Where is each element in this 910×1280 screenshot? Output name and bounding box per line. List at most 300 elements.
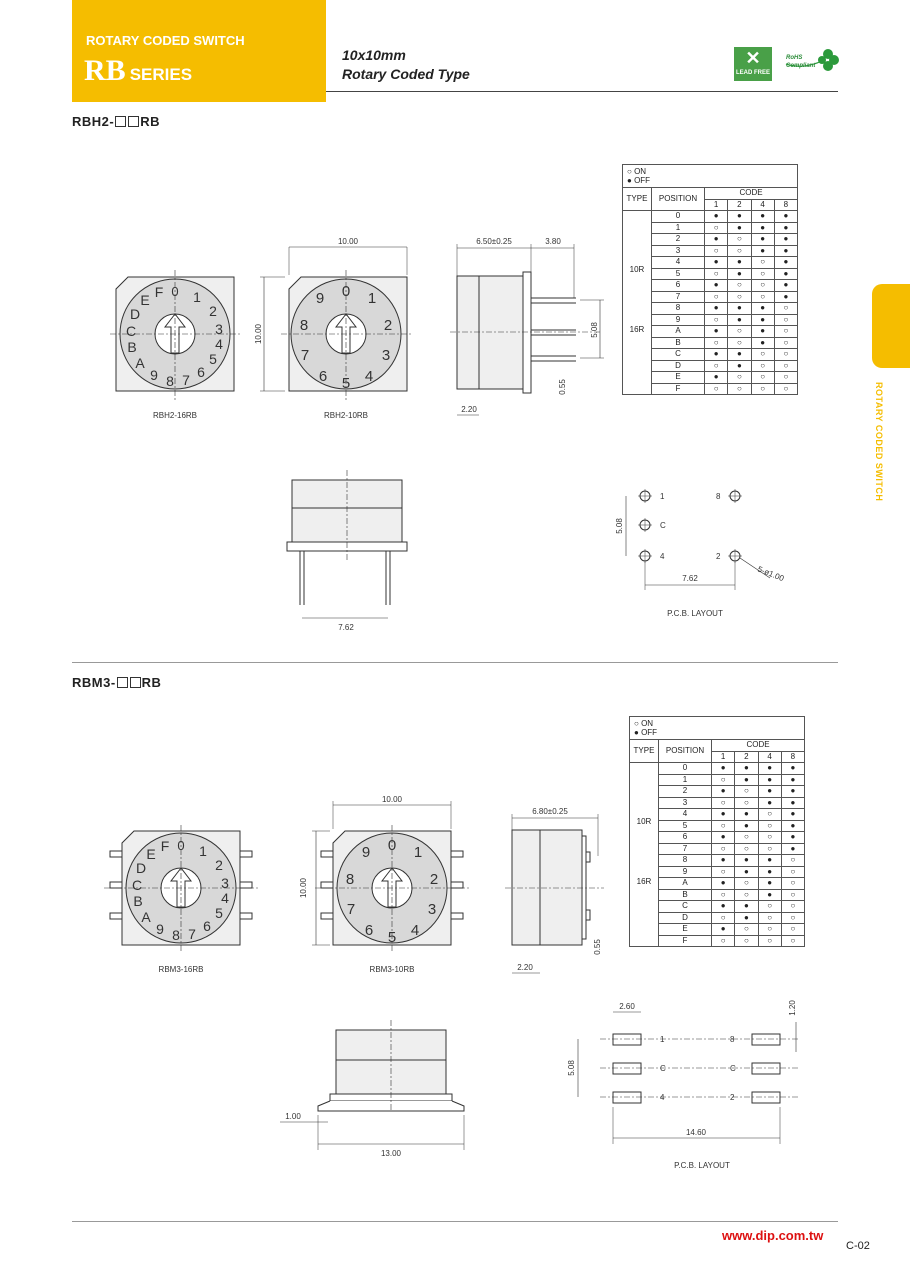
pcb-pin-label: 8 [730, 1035, 735, 1044]
code-cell: ○ [781, 866, 804, 878]
code-cell: ● [751, 234, 774, 246]
code-cell: ○ [728, 372, 751, 384]
dial-char: 8 [345, 871, 355, 888]
code-cell: ○ [774, 383, 797, 395]
dial-char: 0 [177, 838, 185, 853]
position-cell: C [652, 349, 705, 361]
pcb-pin-label: 4 [660, 1093, 665, 1102]
code-cell: ● [735, 901, 758, 913]
code-cell: ● [728, 257, 751, 269]
model-suffix: RB [140, 114, 161, 129]
code-cell: ● [781, 832, 804, 844]
position-cell: 1 [652, 222, 705, 234]
code-cell: ○ [758, 924, 781, 936]
dial-char: 4 [364, 368, 374, 385]
code-cell: ○ [712, 889, 735, 901]
code-cell: ○ [781, 935, 804, 947]
dimension: 2.60 [619, 1002, 635, 1011]
dial-char: F [160, 838, 170, 854]
pcb-pin-label: C [660, 1064, 666, 1073]
code-cell: ● [735, 820, 758, 832]
code-cell: ○ [735, 878, 758, 890]
dial-char: 5 [215, 905, 223, 921]
truth-table [622, 187, 798, 395]
position-cell: 6 [659, 832, 712, 844]
dial-char: D [135, 860, 147, 876]
code-cell: ● [751, 314, 774, 326]
position-cell: A [652, 326, 705, 338]
code-cell: ● [781, 809, 804, 821]
position-cell: 3 [659, 797, 712, 809]
code-cell: ○ [728, 291, 751, 303]
position-cell: 2 [652, 234, 705, 246]
code-cell: ● [781, 797, 804, 809]
code-cell: ● [712, 786, 735, 798]
position-cell: 6 [652, 280, 705, 292]
code-cell: ● [705, 234, 728, 246]
code-cell: ● [705, 303, 728, 315]
code-cell: ○ [712, 912, 735, 924]
code-column-header: 4 [758, 751, 781, 763]
rohs-text: RoHS Compliant [786, 55, 816, 69]
dial-char: 1 [367, 290, 377, 307]
dial-char: 1 [413, 844, 423, 861]
position-cell: C [659, 901, 712, 913]
dial-char: A [141, 909, 151, 925]
code-cell: ● [705, 372, 728, 384]
dial-char: 3 [215, 321, 223, 337]
dial-char: 4 [215, 336, 223, 352]
legend-off: OFF [634, 176, 651, 185]
position-cell: 9 [652, 314, 705, 326]
dimension: 5.08 [590, 322, 599, 338]
code-cell: ● [781, 774, 804, 786]
code-cell: ● [774, 257, 797, 269]
code-cell: ○ [781, 889, 804, 901]
code-column-header: 4 [751, 199, 774, 211]
code-cell: ● [712, 878, 735, 890]
dimension: 10.00 [299, 877, 308, 899]
dimension: 14.60 [685, 1128, 707, 1137]
dial-char: 3 [221, 875, 229, 891]
code-cell: ○ [705, 222, 728, 234]
dial-char: F [154, 284, 164, 300]
code-cell: ○ [758, 820, 781, 832]
dial-char: 3 [381, 347, 391, 364]
series-name: RB [84, 54, 126, 87]
dimension: 7.62 [682, 574, 698, 583]
dimension: 10.00 [337, 237, 359, 246]
category-label: ROTARY CODED SWITCH [86, 33, 245, 48]
website-link[interactable]: www.dip.com.tw [722, 1228, 824, 1243]
drawing-label: RBM3-16RB [158, 965, 204, 974]
dimension: 0.55 [593, 939, 602, 955]
legend-on: ON [634, 167, 647, 176]
code-cell: ● [774, 268, 797, 280]
pcb-pin-label: 2 [730, 1093, 735, 1102]
code-cell: ○ [735, 797, 758, 809]
table-header-row [630, 740, 805, 752]
rbm3-front-drawing [280, 1020, 464, 1150]
dial-char: 9 [150, 367, 158, 383]
code-header: CODE [712, 740, 805, 752]
position-cell: D [659, 912, 712, 924]
table-row [630, 763, 805, 775]
dial-char: 8 [172, 927, 180, 943]
dial-char: 9 [156, 921, 164, 937]
code-cell: ○ [735, 924, 758, 936]
position-cell: 5 [659, 820, 712, 832]
code-cell: ○ [735, 786, 758, 798]
dial-char: 6 [197, 364, 205, 380]
code-cell: ● [705, 349, 728, 361]
code-cell: ● [712, 832, 735, 844]
dial-char: 1 [193, 289, 201, 305]
code-cell: ● [751, 337, 774, 349]
dial-char: E [140, 292, 150, 308]
code-cell: ○ [774, 360, 797, 372]
code-cell: ○ [728, 234, 751, 246]
code-cell: ○ [712, 935, 735, 947]
position-cell: 9 [659, 866, 712, 878]
dimension: 1.00 [285, 1112, 301, 1121]
code-cell: ● [774, 234, 797, 246]
dial-char: 6 [203, 918, 211, 934]
table-header-row [623, 188, 798, 200]
dial-char: 1 [199, 843, 207, 859]
code-cell: ○ [751, 383, 774, 395]
code-cell: ● [728, 349, 751, 361]
dial-char: C [125, 323, 137, 339]
position-cell: 0 [659, 763, 712, 775]
pcb-pin-label: 8 [716, 492, 721, 501]
code-cell: ○ [705, 268, 728, 280]
drawing-label: RBH2-16RB [152, 411, 198, 420]
rbh2-front-drawing [287, 470, 407, 618]
table-row [623, 211, 798, 223]
dimension: 5.08 [567, 1060, 576, 1076]
dial-char: 0 [341, 283, 351, 300]
dial-char: 9 [361, 844, 371, 861]
dial-char: 4 [410, 922, 420, 939]
dial-char: 7 [346, 901, 356, 918]
code-cell: ○ [758, 935, 781, 947]
pcb-caption: P.C.B. LAYOUT [674, 1161, 730, 1170]
code-cell: ○ [705, 383, 728, 395]
dial-char: 7 [188, 926, 196, 942]
dial-char: 9 [315, 290, 325, 307]
code-cell: ● [705, 326, 728, 338]
dimension: 6.80±0.25 [532, 807, 568, 816]
dial-char: 3 [427, 901, 437, 918]
position-cell: F [652, 383, 705, 395]
dial-char: 6 [318, 368, 328, 385]
dial-char: 7 [182, 372, 190, 388]
code-cell: ○ [705, 314, 728, 326]
code-cell: ● [751, 245, 774, 257]
code-cell: ● [712, 924, 735, 936]
truth-table [629, 739, 805, 947]
position-cell: 8 [659, 855, 712, 867]
pcb-pin-label: 4 [660, 552, 665, 561]
code-cell: ● [751, 211, 774, 223]
model-prefix: RBH2- [72, 114, 115, 129]
table-legend: ○ ON ● OFF [622, 164, 798, 187]
model-prefix: RBM3- [72, 675, 116, 690]
legend-on: ON [641, 719, 654, 728]
title-line-1: 10x10mm [342, 47, 406, 63]
code-cell: ● [758, 786, 781, 798]
code-cell: ● [712, 763, 735, 775]
code-cell: ○ [712, 774, 735, 786]
code-cell: ● [728, 222, 751, 234]
dimension: 5-ø1.00 [756, 564, 786, 584]
code-cell: ○ [758, 832, 781, 844]
code-cell: ○ [735, 832, 758, 844]
code-cell: ○ [774, 349, 797, 361]
code-cell: ○ [781, 912, 804, 924]
position-cell: 4 [659, 809, 712, 821]
code-cell: ● [781, 820, 804, 832]
dial-char: 8 [166, 373, 174, 389]
pcb-pin-label: 1 [660, 1035, 665, 1044]
lead-free-text: LEAD FREE [735, 70, 770, 76]
position-cell: 4 [652, 257, 705, 269]
code-cell: ● [758, 774, 781, 786]
position-cell: E [652, 372, 705, 384]
dimension: 1.20 [788, 1000, 797, 1016]
dimension: 7.62 [338, 623, 354, 632]
code-cell: ○ [758, 843, 781, 855]
code-cell: ● [735, 809, 758, 821]
code-cell: ● [705, 257, 728, 269]
code-column-header: 8 [781, 751, 804, 763]
code-cell: ○ [774, 337, 797, 349]
code-cell: ● [705, 280, 728, 292]
code-cell: ○ [781, 901, 804, 913]
dial-char: 2 [383, 317, 393, 334]
type-16r-label: 16R [636, 877, 652, 886]
code-cell: ● [774, 211, 797, 223]
dial-char: C [131, 877, 143, 893]
dial-char: 4 [221, 890, 229, 906]
dial-char: 5 [341, 375, 351, 392]
dial-char: B [127, 339, 137, 355]
position-cell: D [652, 360, 705, 372]
position-cell: 8 [652, 303, 705, 315]
code-cell: ● [751, 303, 774, 315]
dial-char: 0 [387, 837, 397, 854]
code-cell: ○ [728, 245, 751, 257]
dimension: 13.00 [380, 1149, 402, 1158]
code-cell: ○ [705, 245, 728, 257]
code-cell: ● [758, 878, 781, 890]
pcb-pin-label: C [660, 521, 666, 530]
code-cell: ○ [751, 349, 774, 361]
position-cell: 7 [652, 291, 705, 303]
position-header: POSITION [652, 188, 705, 211]
dimension: 2.20 [517, 963, 533, 972]
code-cell: ○ [705, 291, 728, 303]
code-cell: ○ [758, 912, 781, 924]
code-cell: ○ [712, 866, 735, 878]
pcb-pin-label: C [730, 1064, 736, 1073]
code-cell: ○ [781, 924, 804, 936]
type-cell [623, 211, 652, 395]
code-cell: ● [758, 797, 781, 809]
dimension: 10.00 [254, 323, 263, 345]
code-cell: ● [781, 786, 804, 798]
code-cell: ● [712, 901, 735, 913]
code-cell: ● [728, 211, 751, 223]
code-cell: ○ [712, 820, 735, 832]
pcb-caption: P.C.B. LAYOUT [667, 609, 723, 618]
code-cell: ○ [751, 372, 774, 384]
code-cell: ○ [751, 268, 774, 280]
code-cell: ○ [781, 878, 804, 890]
code-column-header: 2 [735, 751, 758, 763]
dimension: 0.55 [558, 379, 567, 395]
position-cell: F [659, 935, 712, 947]
position-cell: 0 [652, 211, 705, 223]
type-cell [630, 763, 659, 947]
title-line-2: Rotary Coded Type [342, 66, 470, 82]
legend-off: OFF [641, 728, 658, 737]
code-cell: ● [751, 222, 774, 234]
code-cell: ○ [705, 337, 728, 349]
rbh2-pcb-drawing [626, 489, 770, 590]
pcb-pin-label: 2 [716, 552, 721, 561]
code-cell: ● [774, 222, 797, 234]
dimension: 10.00 [381, 795, 403, 804]
code-cell: ○ [774, 314, 797, 326]
type-10r-label: 10R [636, 817, 652, 826]
dial-char: 0 [171, 284, 179, 299]
code-header: CODE [705, 188, 798, 200]
code-cell: ● [774, 245, 797, 257]
dial-char: 2 [215, 857, 223, 873]
code-cell: ○ [735, 889, 758, 901]
code-cell: ○ [758, 901, 781, 913]
position-cell: B [652, 337, 705, 349]
rbm3-pcb-drawing [578, 1012, 800, 1144]
code-cell: ● [728, 360, 751, 372]
position-header: POSITION [659, 740, 712, 763]
position-cell: A [659, 878, 712, 890]
dial-char: 8 [299, 317, 309, 334]
position-cell: 5 [652, 268, 705, 280]
code-cell: ● [774, 291, 797, 303]
series-suffix: SERIES [129, 65, 193, 84]
code-cell: ● [728, 303, 751, 315]
code-cell: ○ [712, 843, 735, 855]
code-column-header: 8 [774, 199, 797, 211]
code-cell: ● [712, 855, 735, 867]
dial-char: 5 [387, 929, 397, 946]
code-cell: ○ [728, 326, 751, 338]
code-cell: ○ [751, 291, 774, 303]
rbm3-side-drawing [505, 814, 604, 973]
code-cell: ○ [712, 797, 735, 809]
code-column-header: 2 [728, 199, 751, 211]
dial-char: A [135, 355, 145, 371]
position-cell: 1 [659, 774, 712, 786]
truth-table-2 [629, 716, 805, 947]
position-cell: 7 [659, 843, 712, 855]
code-cell: ○ [735, 935, 758, 947]
code-cell: ● [735, 866, 758, 878]
rbh2-side-drawing [450, 244, 604, 415]
code-cell: ● [712, 809, 735, 821]
lead-free-icon: ✕ [745, 48, 761, 68]
code-cell: ○ [751, 360, 774, 372]
code-cell: ○ [751, 280, 774, 292]
code-cell: ○ [774, 372, 797, 384]
code-cell: ○ [774, 326, 797, 338]
position-cell: B [659, 889, 712, 901]
dial-char: E [146, 846, 156, 862]
code-cell: ● [781, 763, 804, 775]
code-cell: ● [728, 314, 751, 326]
side-tab-label: ROTARY CODED SWITCH [874, 382, 884, 502]
code-column-header: 1 [712, 751, 735, 763]
code-cell: ○ [728, 337, 751, 349]
pcb-pin-label: 1 [660, 492, 665, 501]
dial-char: 2 [429, 871, 439, 888]
drawing-label: RBM3-10RB [369, 965, 415, 974]
type-10r-label: 10R [629, 265, 645, 274]
code-cell: ● [735, 763, 758, 775]
truth-table-1 [622, 164, 798, 395]
dimension: 2.20 [461, 405, 477, 414]
drawing-label: RBH2-10RB [323, 411, 369, 420]
dimension: 6.50±0.25 [476, 237, 512, 246]
code-cell: ● [735, 774, 758, 786]
type-16r-label: 16R [629, 325, 645, 334]
position-cell: 3 [652, 245, 705, 257]
code-cell: ● [758, 866, 781, 878]
code-column-header: 1 [705, 199, 728, 211]
code-cell: ● [758, 763, 781, 775]
table-legend: ○ ON ● OFF [629, 716, 805, 739]
dial-char: 7 [300, 347, 310, 364]
model-suffix: RB [141, 675, 162, 690]
code-cell: ● [751, 326, 774, 338]
dial-char: 5 [209, 351, 217, 367]
code-cell: ○ [728, 280, 751, 292]
code-cell: ● [758, 889, 781, 901]
dial-char: B [133, 893, 143, 909]
code-cell: ○ [705, 360, 728, 372]
position-cell: E [659, 924, 712, 936]
code-cell: ○ [758, 809, 781, 821]
code-cell: ○ [751, 257, 774, 269]
code-cell: ○ [728, 383, 751, 395]
code-cell: ● [758, 855, 781, 867]
code-cell: ● [735, 855, 758, 867]
dimension: 5.08 [615, 518, 624, 534]
code-cell: ● [705, 211, 728, 223]
type-header: TYPE [630, 740, 659, 763]
dial-char: 6 [364, 922, 374, 939]
page-number: C-02 [846, 1240, 870, 1252]
position-cell: 2 [659, 786, 712, 798]
dimension: 3.80 [545, 237, 561, 246]
code-cell: ● [735, 912, 758, 924]
dial-char: D [129, 306, 141, 322]
code-cell: ● [728, 268, 751, 280]
type-header: TYPE [623, 188, 652, 211]
